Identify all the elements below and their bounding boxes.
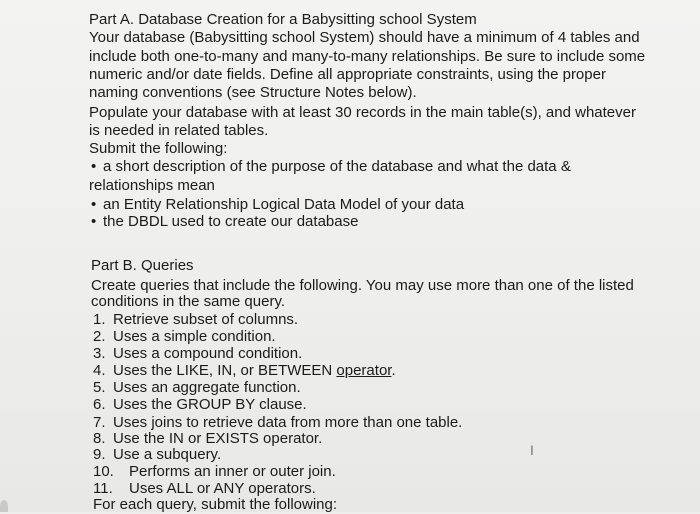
bullet-item: an Entity Relationship Logical Data Model of your data [103,196,465,213]
list-item: 8. Use the IN or EXISTS operator. [93,430,323,447]
list-item: 3. Uses a compound condition. [93,345,303,362]
part-b-text-line: conditions in the same query. [91,293,285,310]
part-a-title: Part A. Database Creation for a Babysitting school System [89,11,477,28]
list-item: 2. Uses a simple condition. [93,328,276,345]
bullet-icon: • [91,213,97,230]
list-item: 1. Retrieve subset of columns. [93,311,299,328]
part-a-text-line: Populate your database with at least 30 records in the main table(s), and whatever [89,104,636,121]
text-cursor-icon: I [530,442,534,458]
bullet-icon: • [91,158,97,175]
part-b-title: Part B. Queries [91,257,194,274]
bullet-item: a short description of the purpose of the database and what the data & [103,158,571,175]
part-a-text-line: numeric and/or date fields. Define all appropriate constraints, using the proper [89,66,606,83]
bullet-item: the DBDL used to create our database [103,213,359,230]
list-item: 7. Uses joins to retrieve data from more than one table. [93,414,463,431]
list-item: 10. Performs an inner or outer join. [93,463,336,480]
part-a-text-line: Submit the following: [89,140,228,157]
bullet-icon: • [91,196,97,213]
part-a-text-line: is needed in related tables. [89,122,269,139]
scroll-handle[interactable] [0,500,8,512]
part-a-text-line: Your database (Babysitting school System) should have a minimum of 4 tables and [89,29,640,46]
list-item: 5. Uses an aggregate function. [93,379,301,396]
list-item: 11. Uses ALL or ANY operators. [93,480,316,497]
list-item: 4. Uses the LIKE, IN, or BETWEEN operator. [93,362,396,379]
part-b-footer: For each query, submit the following: [93,496,338,513]
part-b-text-line: Create queries that include the following. You may use more than one of the listed [91,277,634,294]
part-a-text-line: include both one-to-many and many-to-many relationships. Be sure to include some [89,48,646,65]
bullet-item-continuation: relationships mean [89,177,215,194]
list-item: 9. Use a subquery. [93,446,222,463]
part-a-text-line: naming conventions (see Structure Notes below). [89,84,417,101]
list-item: 6. Uses the GROUP BY clause. [93,396,307,413]
